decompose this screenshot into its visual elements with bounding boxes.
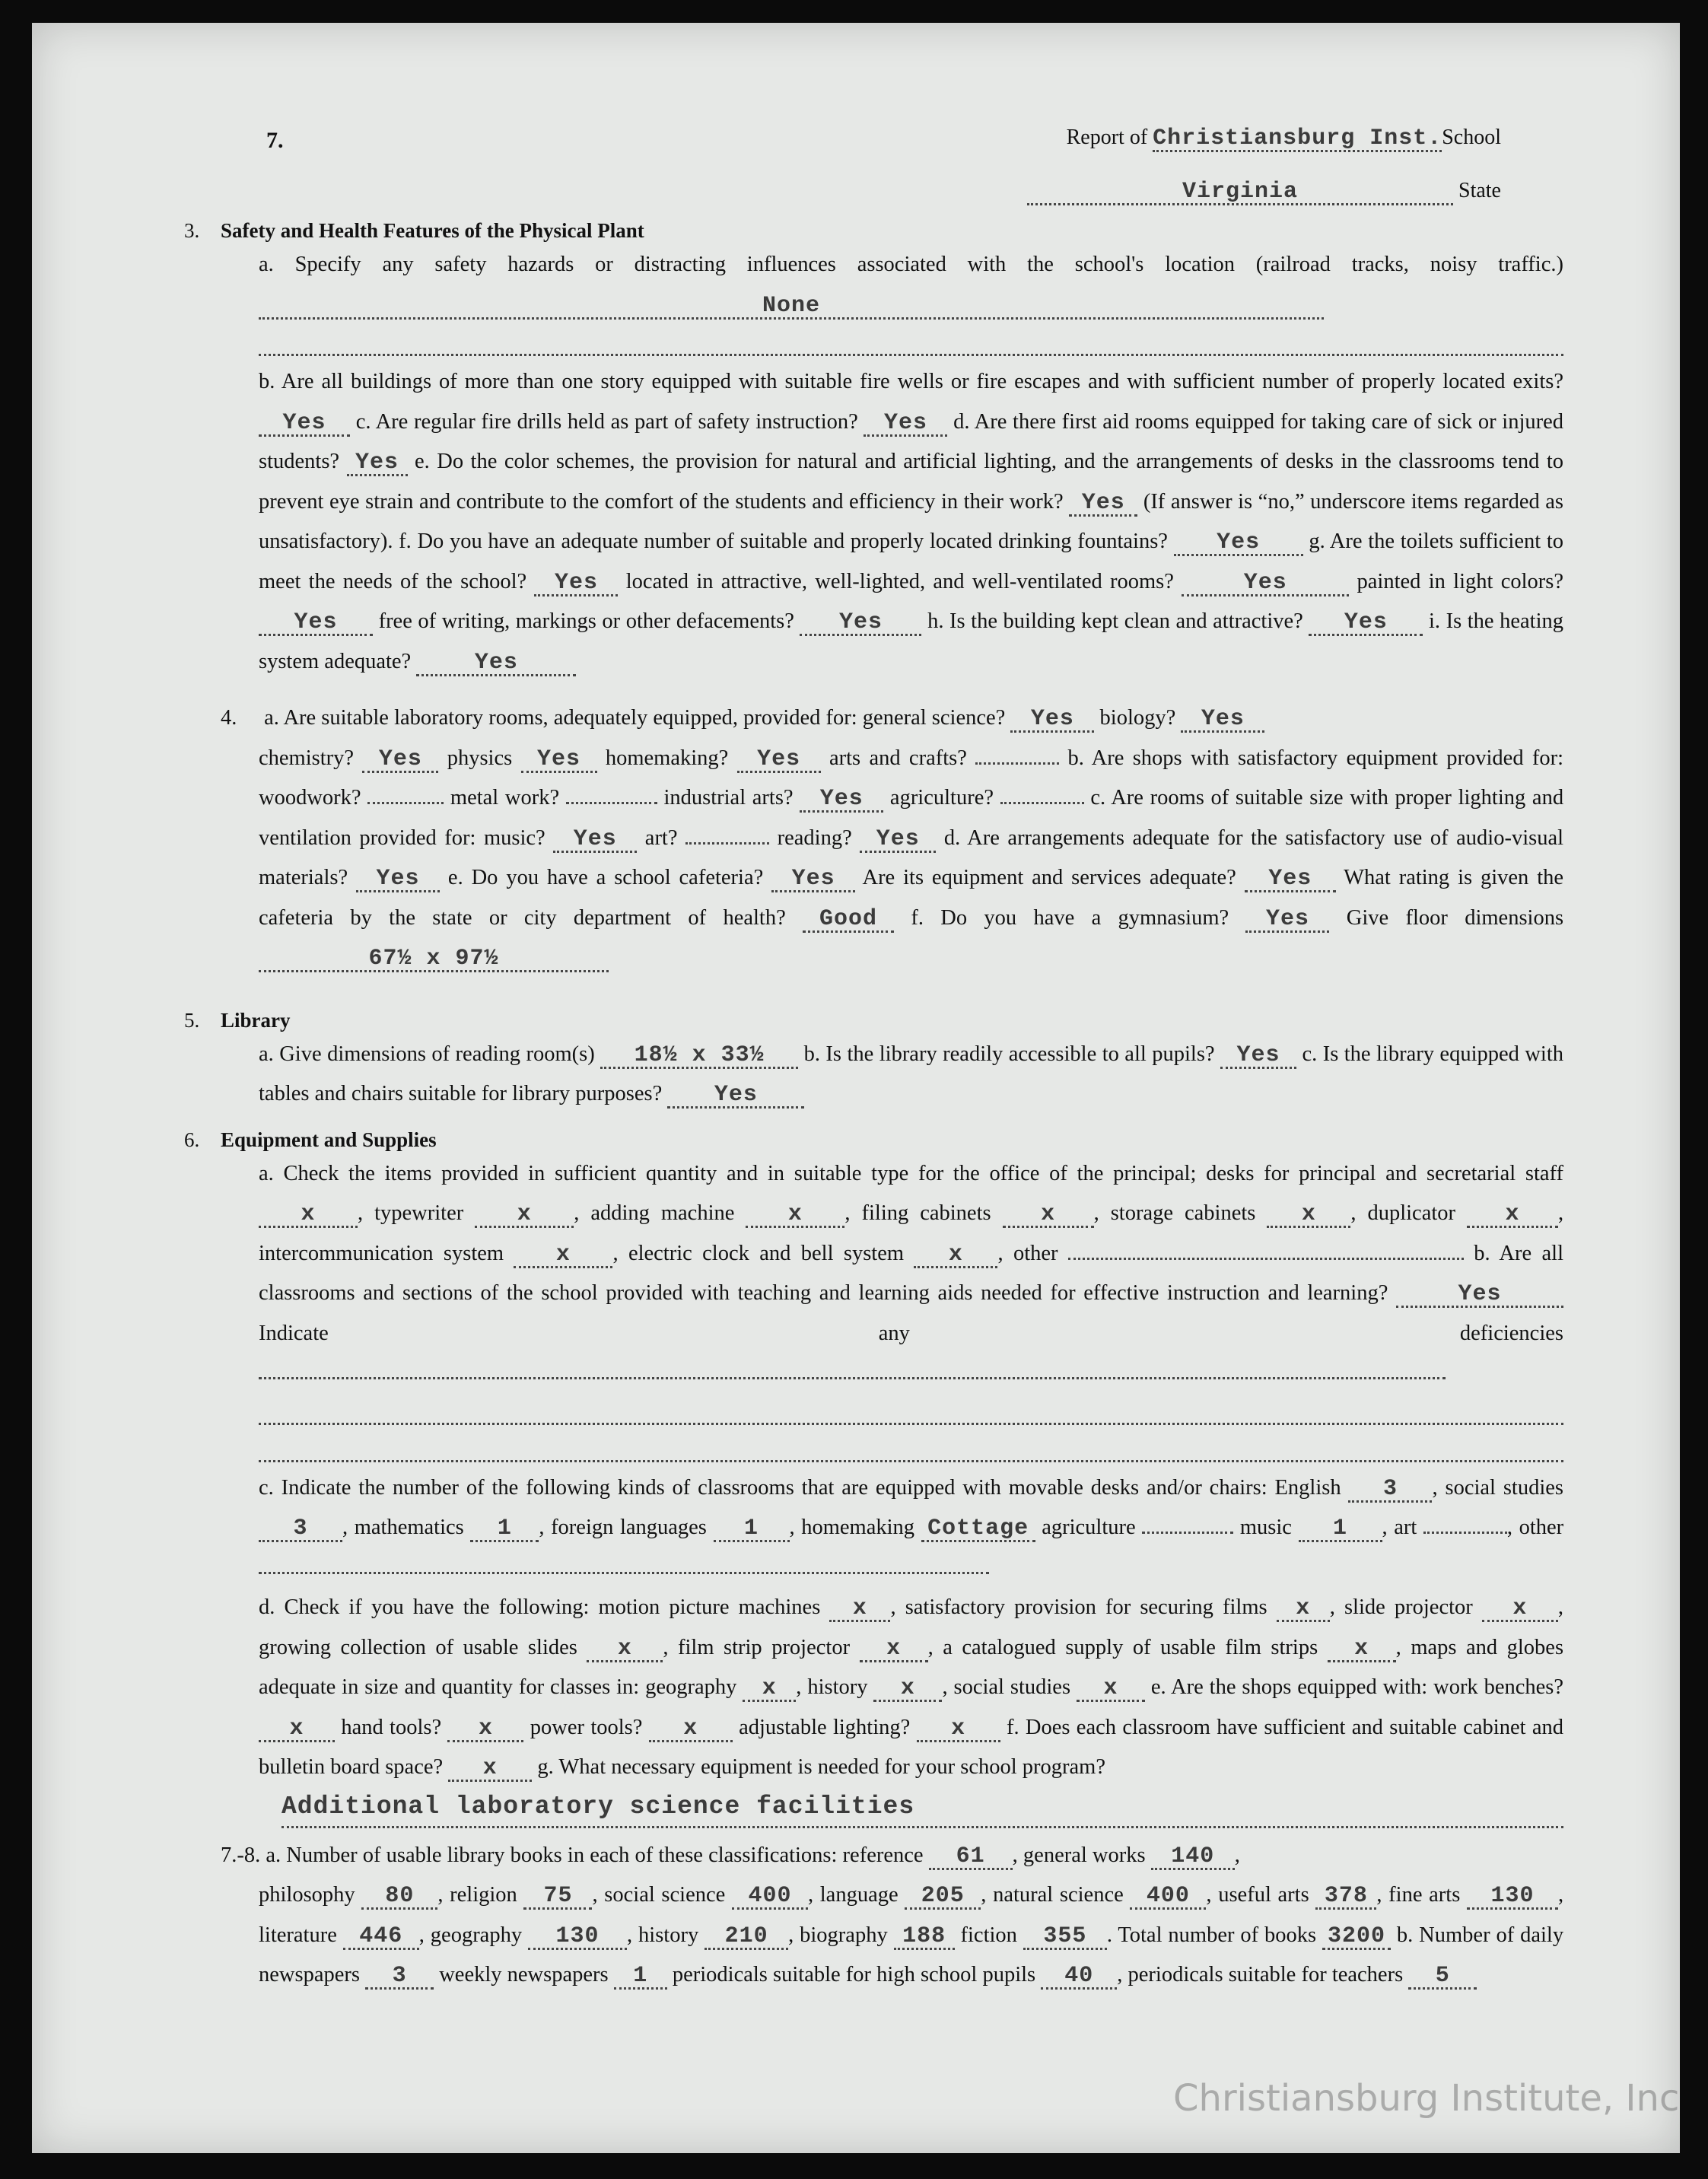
question-text: agriculture [1042,1516,1136,1539]
blank-line [259,325,1563,356]
answer-field: 3 [1348,1478,1432,1503]
checkbox-mark: x [746,1203,844,1228]
answer-field: Yes [737,748,821,773]
answer-field: 378 [1315,1885,1376,1910]
question-text: foreign languages [551,1516,707,1539]
section-3-questions [221,362,1563,682]
section-4 [221,698,1563,739]
answer-field: 1 [714,1517,790,1542]
checkbox-mark: x [1003,1203,1094,1228]
report-label: Report of [1066,126,1148,149]
section-5-text [221,1035,1563,1115]
question-text: satisfactory provision for securing films [905,1595,1267,1619]
question-text: physics [447,746,513,770]
note-text: (If answer is “no,” underscore items regarded as unsatisfactory). [259,489,1564,553]
section-title: Equipment and Supplies [221,1128,437,1151]
checkbox-mark: x [259,1717,335,1742]
question-text: h. Is the building kept clean and attractive? [927,609,1303,633]
question-text: general works [1023,1843,1146,1867]
answer-field: 1 [1299,1517,1382,1542]
question-text: history [638,1923,699,1947]
answer-field: Yes [356,867,440,892]
answer-field [259,1572,989,1574]
answer-field [367,802,444,804]
section-number: 3. [184,219,200,242]
question-text: f. Does each classroom have sufficient and suitable cabinet and bulletin board space? [259,1715,1563,1779]
report-header [1067,126,1501,152]
answer-field: Yes [1220,1044,1296,1069]
answer-field: 188 [894,1925,955,1950]
question-text: Indicate any deficiencies [259,1321,1563,1345]
blank-line [259,1431,1563,1462]
section-number: 5. [184,1008,200,1032]
question-text: adding machine [590,1201,735,1225]
answer-field: Yes [864,412,947,437]
question-text: language [819,1883,899,1907]
answer-field: Cottage [921,1517,1035,1542]
answer-field: 61 [929,1845,1013,1870]
question-text: social science [604,1883,726,1907]
question-text: fiction [960,1923,1017,1947]
question-text: e. Are the shops equipped with: work benches? [1150,1675,1564,1699]
answer-field: 1 [470,1517,539,1542]
section-6-title [184,1125,1563,1154]
question-text: g. Are the toilets sufficient to meet the needs of the school? [259,530,1564,593]
answer-field [1000,802,1084,804]
question-text: other [1519,1516,1564,1539]
section-6a-text: a. Check the items provided in sufficient quantity and in suitable type for the office of the principal; desks for principal and secretarial staff x , typewriter x , adding machine x , filing cabinets x , storage cabinets x , duplicator x , intercommunication system x , electric clock and bell system x , other b. Are all classrooms and sections of the school provided with teaching and learning aids needed for effective instruction and learning? Yes Indicate any deficiencies [221,1154,1563,1394]
checkbox-mark: x [829,1597,890,1622]
question-text: located in attractive, well-lighted, and well-ventilated rooms? [625,569,1174,593]
checkbox-mark: x [914,1243,997,1268]
answer-field: 400 [732,1885,808,1910]
section-6d-text: d. Check if you have the following: motion picture machines x , satisfactory provision for securing films x , slide projector x , growing collection of usable slides x , film strip projector x , a catalogued supply of usable film strips x , maps and globes adequate in size and quantity for classes in: geography x , history x , social studies x e. Are the shops equipped with: work benches? x hand tools? x power tools? x adjustable lighting? x f. Does each classroom have sufficient and suitable cabinet and bulletin board space? x g. What necessary equipment is needed for your school program? [259,1595,1564,1781]
answer-field: 130 [1467,1885,1558,1910]
question-text: natural science [993,1883,1124,1907]
question-text: i. Is the heating system adequate? [259,609,1564,673]
question-text: a. Check the items provided in sufficient quantity and in suitable type for the office of the principal; desks for principal and secretarial staff [259,1161,1563,1185]
question-text: history [807,1675,868,1699]
question-text: arts and crafts? [829,746,967,770]
answer-field: Yes [362,748,438,773]
checkbox-mark: x [587,1637,663,1662]
question-text: duplicator [1367,1201,1455,1225]
question-text: periodicals suitable for high school pupils [672,1963,1036,1987]
answer-field: Yes [667,1083,804,1109]
answer-field [1068,1258,1464,1260]
answer-field [975,762,1059,765]
answer-field: Yes [534,571,618,596]
question-text: hand tools? [341,1715,442,1739]
question-text: a. Specify any safety hazards or distracting influences associated with the school's location (railroad tracks, noisy traffic.) [259,253,1563,276]
question-text: a. Are suitable laboratory rooms, adequately equipped, provided for: general science? [264,706,1006,730]
answer-field: Yes [1010,708,1094,733]
answer-field: Yes [1069,491,1137,517]
answer-field [685,842,769,845]
checkbox-mark: x [448,1757,532,1782]
question-text: industrial arts? [663,786,794,810]
question-text: filing cabinets [861,1201,991,1225]
question-text: c. Are rooms of suitable size with proper lighting and ventilation provided for: music? [259,786,1564,850]
state-value: Virginia [1027,180,1453,205]
answer-field: 3 [365,1964,434,1990]
watermark: Christiansburg Institute, Inc [1173,2077,1680,2120]
question-text: slide projector [1344,1595,1473,1619]
question-text: c. Is the library equipped with tables and chairs suitable for library purposes? [259,1042,1564,1105]
question-text: weekly newspapers [439,1963,609,1987]
answer-field: 67½ x 97½ [259,947,609,972]
question-text: f. Do you have a gymnasium? [911,905,1229,930]
question-text: agriculture? [889,786,994,810]
question-text: homemaking? [605,746,729,770]
question-text: other [1013,1241,1058,1265]
answer-field [259,1377,1446,1379]
question-text: g. What necessary equipment is needed for your school program? [537,1755,1105,1779]
question-text: typewriter [374,1201,464,1225]
question-text: c. Indicate the number of the following kinds of classrooms that are equipped with movable desks and/or chairs: English [259,1475,1341,1500]
form-body [184,205,1564,1996]
question-text: e. Do the color schemes, the provision for natural and artificial lighting, and the arrangements of desks in the classrooms tend to prevent eye strain and contribute to the comfort of the students and efficiency in their work? [259,450,1564,514]
answer-field: Yes [416,651,576,676]
answer-field: Yes [1396,1283,1563,1308]
question-text: d. Check if you have the following: motion picture machines [259,1595,821,1619]
answer-field [566,802,657,804]
question-text: maps and globes adequate in size and quantity for classes in: geography [259,1635,1564,1699]
question-text: b. Are shops with satisfactory equipment provided for: woodwork? [259,746,1564,810]
needed-equipment-answer: Additional laboratory science facilities [281,1788,1563,1828]
section-number: 7.-8. [221,1843,261,1867]
blank-line [259,1394,1563,1425]
answer-field: 40 [1041,1964,1117,1990]
question-text: biology? [1099,706,1176,730]
answer-field: Good [803,908,894,933]
answer-field: None [259,294,1324,320]
answer-field: Yes [1182,571,1349,596]
question-text: b. Is the library readily accessible to all pupils? [803,1042,1215,1066]
answer-field: 210 [705,1925,788,1950]
state-label: State [1458,179,1501,202]
question-text: d. Are arrangements adequate for the satisfactory use of audio-visual materials? [259,825,1564,889]
checkbox-mark: x [514,1243,612,1268]
school-name: Christiansburg Inst. [1153,126,1442,151]
question-text: c. Are regular fire drills held as part of safety instruction? [355,409,858,434]
answer-field: 3200 [1322,1925,1391,1950]
question-text: fine arts [1388,1883,1461,1907]
answer-field: Yes [1245,867,1336,892]
question-text: Total number of books [1118,1923,1317,1947]
question-text: reading? [777,825,852,850]
question-text: religion [450,1883,517,1907]
answer-field: 130 [528,1925,627,1950]
answer-field: 140 [1151,1845,1235,1870]
answer-field: 355 [1023,1925,1107,1950]
section-4-text [221,739,1563,978]
question-text: art? [644,825,678,850]
checkbox-mark: x [743,1677,796,1702]
state-line [1027,179,1501,205]
question-text: film strip projector [678,1635,851,1659]
answer-field: 446 [343,1925,419,1950]
answer-field: Yes [1309,611,1423,636]
checkbox-mark: x [1467,1203,1558,1228]
question-text: adjustable lighting? [739,1715,911,1739]
question-text: electric clock and bell system [628,1241,905,1265]
answer-field: Yes [771,867,855,892]
question-text: literature [259,1923,337,1947]
answer-field: 18½ x 33½ [600,1044,798,1069]
checkbox-mark: x [860,1637,928,1662]
answer-field [1142,1532,1233,1534]
question-text: f. Do you have an adequate number of suitable and properly located drinking fountains? [399,530,1168,553]
question-text: b. Number of daily newspapers [259,1923,1564,1987]
question-text: social studies [953,1675,1071,1699]
section-3-text [221,245,1563,325]
answer-field: Yes [1174,531,1303,556]
question-text: e. Do you have a school cafeteria? [447,866,764,889]
answer-field: 205 [905,1885,981,1910]
question-text: growing collection of usable slides [259,1635,577,1659]
document-page [32,23,1680,2153]
checkbox-mark: x [917,1717,1000,1742]
section-number: 6. [184,1128,200,1151]
question-text: a. Number of usable library books in each of these classifications: reference [266,1843,924,1867]
answer-field: Yes [1181,708,1264,733]
answer-field [1423,1532,1507,1534]
section-title: Safety and Health Features of the Physical Plant [221,219,644,242]
question-text: homemaking [801,1516,915,1539]
answer-field: 400 [1130,1885,1206,1910]
school-suffix: School [1442,126,1501,149]
answer-field: 80 [361,1885,437,1910]
answer-field: Yes [347,451,408,476]
question-text: Are its equipment and services adequate? [862,866,1236,889]
question-text: metal work? [450,786,560,810]
section-6c-text: c. Indicate the number of the following kinds of classrooms that are equipped with movable desks and/or chairs: English 3 , social studies 3 , mathematics 1 , foreign languages 1 , homemaking Cottage agriculture music 1 , art , other [221,1468,1563,1589]
checkbox-mark: x [1328,1637,1396,1662]
question-text: philosophy [259,1883,355,1907]
question-text: geography [430,1923,523,1947]
question-text: intercommunication system [259,1241,504,1265]
question-text: art [1394,1516,1417,1539]
section-5-title [184,1006,1563,1035]
question-text: What rating is given the cafeteria by the state or city department of health? [259,866,1564,930]
question-text: biography [800,1923,888,1947]
answer-field: Yes [521,748,597,773]
answer-field: Yes [259,412,350,437]
question-text: music [1239,1516,1292,1539]
checkbox-mark: x [1267,1203,1350,1228]
question-text: mathematics [354,1516,464,1539]
checkbox-mark: x [1077,1677,1145,1702]
answer-field: Yes [1245,908,1329,933]
section-number: 4. [221,706,237,730]
checkbox-mark: x [649,1717,733,1742]
question-text: Give floor dimensions [1346,905,1564,930]
section-3-title [184,216,1563,245]
checkbox-mark: x [259,1203,358,1228]
section-7-8: 7.-8. a. Number of usable library books in each of these classifications: reference 61 , general works 140 , [221,1843,1240,1869]
question-text: power tools? [530,1715,643,1739]
checkbox-mark: x [1482,1597,1558,1622]
question-text: free of writing, markings or other defacements? [378,609,794,633]
answer-field: 3 [259,1517,342,1542]
question-text: useful arts [1218,1883,1309,1907]
answer-field: 1 [614,1964,667,1990]
question-text: b. Are all buildings of more than one story equipped with suitable fire wells or fire escapes and with sufficient number of properly located exits? [259,370,1563,393]
question-text: storage cabinets [1110,1201,1256,1225]
answer-field: Yes [800,611,921,636]
answer-field: Yes [800,787,883,813]
question-text: chemistry? [259,746,355,770]
checkbox-mark: x [873,1677,942,1702]
question-text: a catalogued supply of usable film strips [943,1635,1318,1659]
checkbox-mark: x [1277,1597,1330,1622]
section-7-8-text: philosophy 80 , religion 75 , social science 400 , language 205 , natural science 400 , useful arts 378 , fine arts 130 , literature 446 , geography 130 , history 210 , biography 188 fiction 355 . Total number of books 3200 b. Number of daily newspapers 3 weekly newspapers 1 periodicals suitable for high school pupils 40 , periodicals suitable for teachers 5 [259,1883,1564,1989]
page-number: 7. [266,128,284,153]
answer-field: Yes [553,828,637,853]
question-text: periodicals suitable for teachers [1128,1963,1404,1987]
question-text: painted in light colors? [1357,569,1564,593]
checkbox-mark: x [475,1203,574,1228]
question-text: b. Are all classrooms and sections of the school provided with teaching and learning aids needed for effective instruction and learning? [259,1241,1564,1305]
answer-field: Yes [860,828,936,853]
section-title: Library [221,1008,291,1032]
question-text: a. Give dimensions of reading room(s) [259,1042,595,1066]
answer-field: Yes [259,611,373,636]
answer-field: 5 [1408,1964,1477,1990]
question-text: social studies [1445,1475,1563,1500]
answer-field: 75 [523,1885,592,1910]
question-text: d. Are there first aid rooms equipped for taking care of sick or injured students? [259,409,1563,473]
checkbox-mark: x [447,1717,523,1742]
